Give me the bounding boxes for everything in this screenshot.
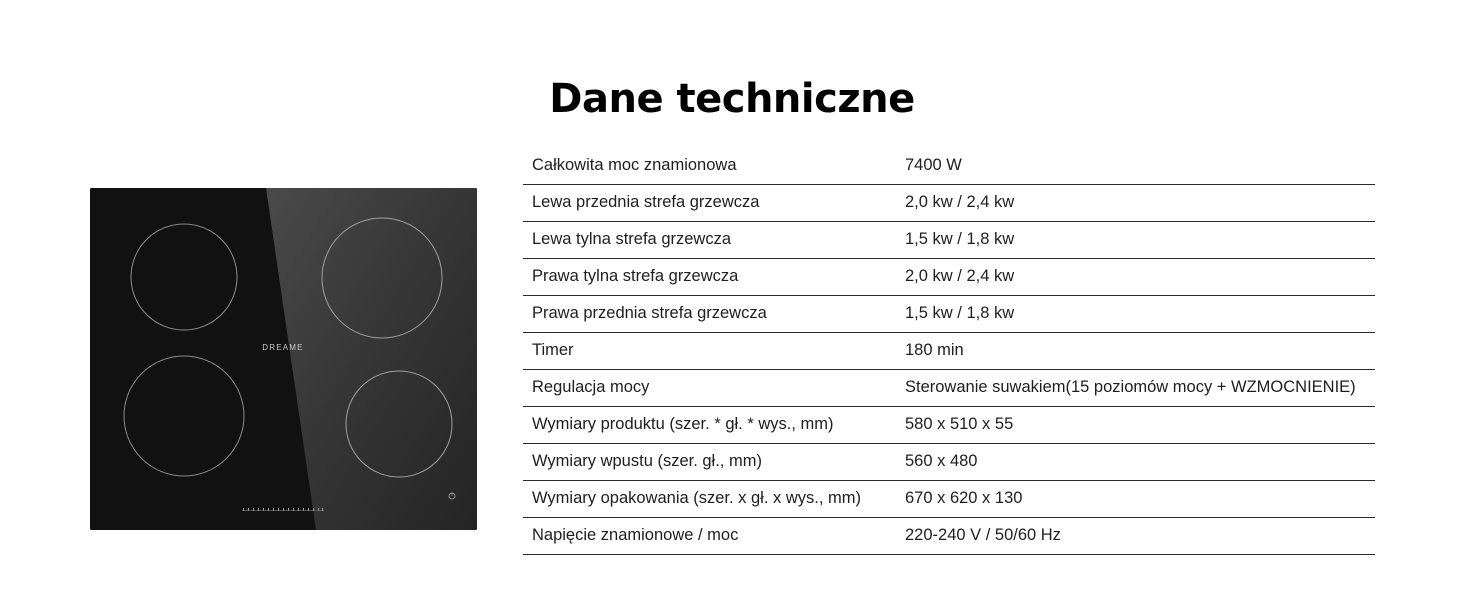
spec-label: Wymiary produktu (szer. * gł. * wys., mm)	[532, 415, 834, 433]
spec-row	[523, 406, 1375, 443]
spec-row	[523, 258, 1375, 295]
spec-label: Prawa przednia strefa grzewcza	[532, 304, 767, 322]
spec-row	[523, 147, 1375, 184]
spec-value: 2,0 kw / 2,4 kw	[905, 193, 1015, 211]
spec-label: Lewa przednia strefa grzewcza	[532, 193, 760, 211]
spec-row	[523, 221, 1375, 258]
spec-value: 2,0 kw / 2,4 kw	[905, 267, 1015, 285]
spec-label: Wymiary wpustu (szer. gł., mm)	[532, 452, 762, 470]
spec-row	[523, 517, 1375, 554]
spec-value: Sterowanie suwakiem(15 poziomów mocy + WZMOCNIENIE)	[905, 378, 1356, 396]
spec-row	[523, 443, 1375, 480]
page-title: Dane techniczne	[549, 75, 915, 122]
brand-logo: DREAME	[262, 343, 304, 352]
spec-value: 580 x 510 x 55	[905, 415, 1014, 433]
spec-value: 220-240 V / 50/60 Hz	[905, 526, 1061, 544]
spec-row	[523, 184, 1375, 221]
spec-label: Całkowita moc znamionowa	[532, 155, 737, 174]
spec-label: Lewa tylna strefa grzewcza	[532, 230, 732, 248]
spec-value: 180 min	[905, 341, 964, 359]
spec-row	[523, 295, 1375, 332]
technical-specs-table	[523, 147, 1375, 555]
spec-label: Napięcie znamionowe / moc	[532, 526, 739, 544]
spec-value: 670 x 620 x 130	[905, 489, 1023, 507]
induction-cooktop-image	[90, 188, 477, 530]
spec-value: 1,5 kw / 1,8 kw	[905, 230, 1015, 248]
spec-label: Timer	[532, 341, 574, 359]
spec-value: 560 x 480	[905, 452, 978, 470]
spec-value: 1,5 kw / 1,8 kw	[905, 304, 1015, 322]
spec-row	[523, 480, 1375, 517]
spec-label: Prawa tylna strefa grzewcza	[532, 267, 739, 285]
spec-row	[523, 369, 1375, 406]
spec-label: Regulacja mocy	[532, 378, 650, 396]
spec-value: 7400 W	[905, 155, 962, 174]
spec-label: Wymiary opakowania (szer. x gł. x wys., mm)	[532, 489, 862, 507]
spec-row	[523, 332, 1375, 369]
